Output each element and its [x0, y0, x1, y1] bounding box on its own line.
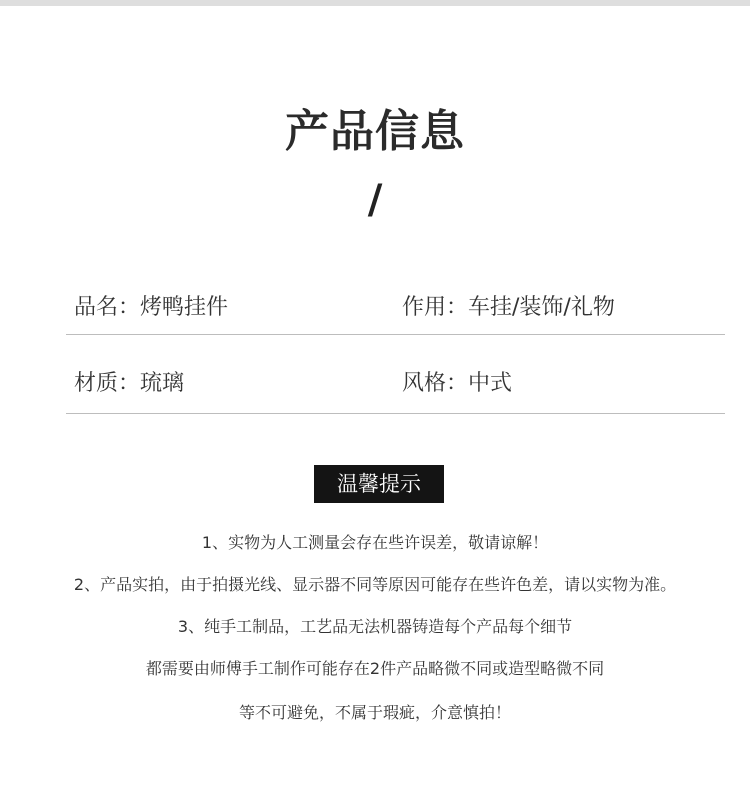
info-row-2 — [66, 366, 725, 402]
product-name: 品名：烤鸭挂件 — [74, 295, 229, 320]
divider — [66, 413, 725, 414]
page-title: 产品信息 — [285, 106, 465, 157]
top-strip — [0, 0, 750, 6]
title-separator: / — [367, 177, 383, 223]
notice-line-2: 2、产品实拍，由于拍摄光线、显示器不同等原因可能存在些许色差，请以实物为准。 — [73, 575, 677, 594]
divider — [66, 334, 725, 335]
product-material: 材质：琉璃 — [74, 371, 185, 396]
info-row-1 — [66, 290, 725, 326]
product-style: 风格：中式 — [402, 371, 513, 396]
notice-line-3: 3、纯手工制品，工艺品无法机器铸造每个产品每个细节 — [177, 617, 573, 636]
notice-line-5: 等不可避免，不属于瑕疵，介意慎拍！ — [238, 703, 511, 722]
notice-line-4: 都需要由师傅手工制作可能存在2件产品略微不同或造型略微不同 — [145, 659, 605, 678]
product-usage: 作用：车挂/装饰/礼物 — [402, 295, 615, 320]
tip-title-badge: 温馨提示 — [314, 465, 444, 503]
notice-line-1: 1、实物为人工测量会存在些许误差，敬请谅解！ — [201, 533, 549, 552]
